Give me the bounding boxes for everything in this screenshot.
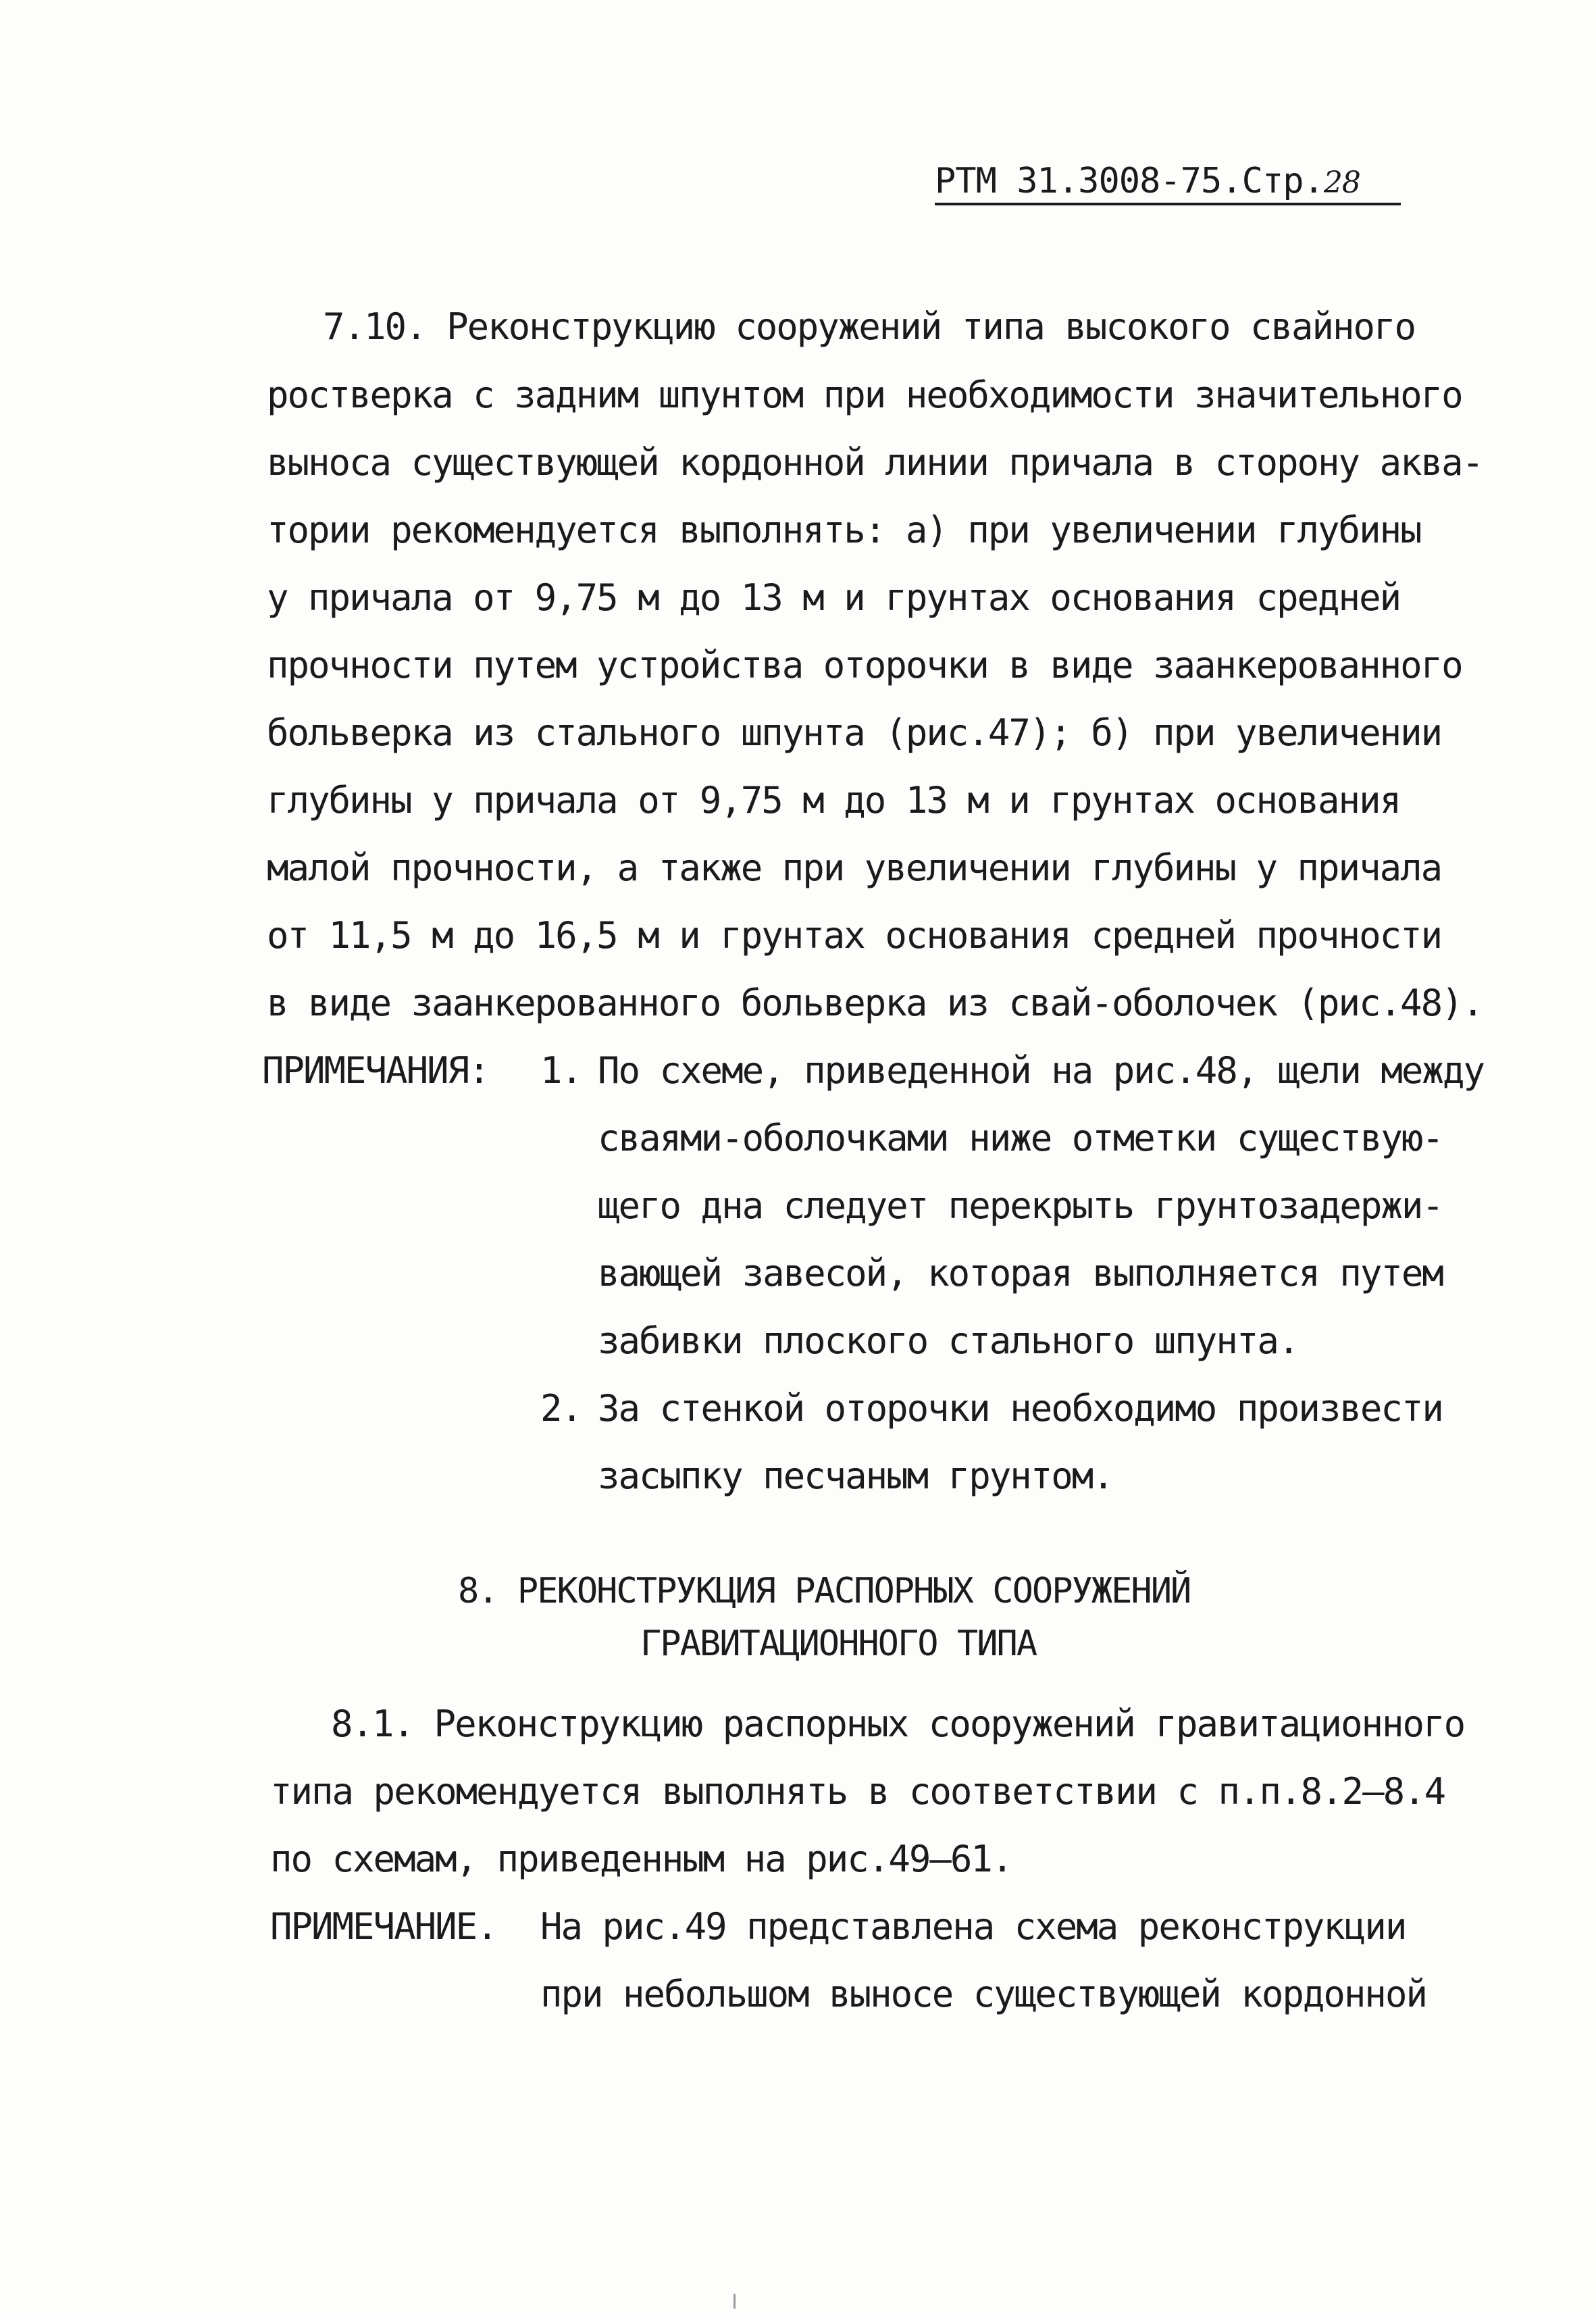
note-line: вающей завесой, которая выполняется путем	[598, 1252, 1443, 1294]
paragraph-line: прочности путем устройства оторочки в виде заанкерованного	[267, 644, 1462, 686]
paragraph-line: больверка из стального шпунта (рис.47); б) при увеличении	[267, 711, 1442, 754]
document-reference: РТМ 31.3008-75.Стр.	[935, 161, 1324, 201]
note-line: На рис.49 представлена схема реконструкции	[540, 1905, 1406, 1948]
paragraph-line: тории рекомендуется выполнять: а) при увеличении глубины	[267, 509, 1421, 551]
paragraph-line: от 11,5 м до 16,5 м и грунтах основания средней прочности	[267, 914, 1442, 957]
paragraph-line: у причала от 9,75 м до 13 м и грунтах основания средней	[267, 576, 1401, 619]
note-line: За стенкой оторочки необходимо произвести	[598, 1387, 1443, 1430]
scan-mark	[733, 2294, 736, 2309]
page-number: 28	[1323, 166, 1360, 200]
note-number: 2.	[540, 1387, 582, 1430]
paragraph-line: по схемам, приведенным на рис.49–61.	[270, 1838, 1012, 1880]
paragraph-line: 7.10. Реконструкцию сооружений типа высокого свайного	[323, 305, 1416, 348]
note-number: 1.	[540, 1049, 582, 1092]
paragraph-line: 8.1. Реконструкцию распорных сооружений гравитационного	[331, 1703, 1465, 1745]
note-line: забивки плоского стального шпунта.	[598, 1319, 1299, 1362]
paragraph-line: типа рекомендуется выполнять в соответствии с п.п.8.2–8.4	[270, 1770, 1445, 1813]
page-header	[935, 161, 1401, 205]
paragraph-line: в виде заанкерованного больверка из свай-оболочек (рис.48).	[267, 982, 1483, 1024]
note-line: засыпку песчаным грунтом.	[598, 1455, 1113, 1497]
notes-label: ПРИМЕЧАНИЯ:	[262, 1049, 489, 1092]
paragraph-line: ростверка с задним шпунтом при необходимости значительного	[267, 374, 1462, 416]
paragraph-line: глубины у причала от 9,75 м до 13 м и грунтах основания	[267, 779, 1401, 822]
note-line: По схеме, приведенной на рис.48, щели между	[598, 1049, 1484, 1092]
paragraph-line: выноса существующей кордонной линии причала в сторону аква-	[267, 441, 1483, 484]
note-line: щего дна следует перекрыть грунтозадержи-	[598, 1184, 1443, 1227]
paragraph-line: малой прочности, а также при увеличении глубины у причала	[267, 847, 1442, 889]
note-line: сваями-оболочками ниже отметки существую-	[598, 1117, 1443, 1159]
note-label: ПРИМЕЧАНИЕ.	[270, 1905, 497, 1948]
note-line: при небольшом выносе существующей кордонной	[540, 1973, 1426, 2015]
section-heading: 8. РЕКОНСТРУКЦИЯ РАСПОРНЫХ СООРУЖЕНИЙ	[458, 1571, 1191, 1611]
section-heading: ГРАВИТАЦИОННОГО ТИПА	[640, 1624, 1037, 1664]
